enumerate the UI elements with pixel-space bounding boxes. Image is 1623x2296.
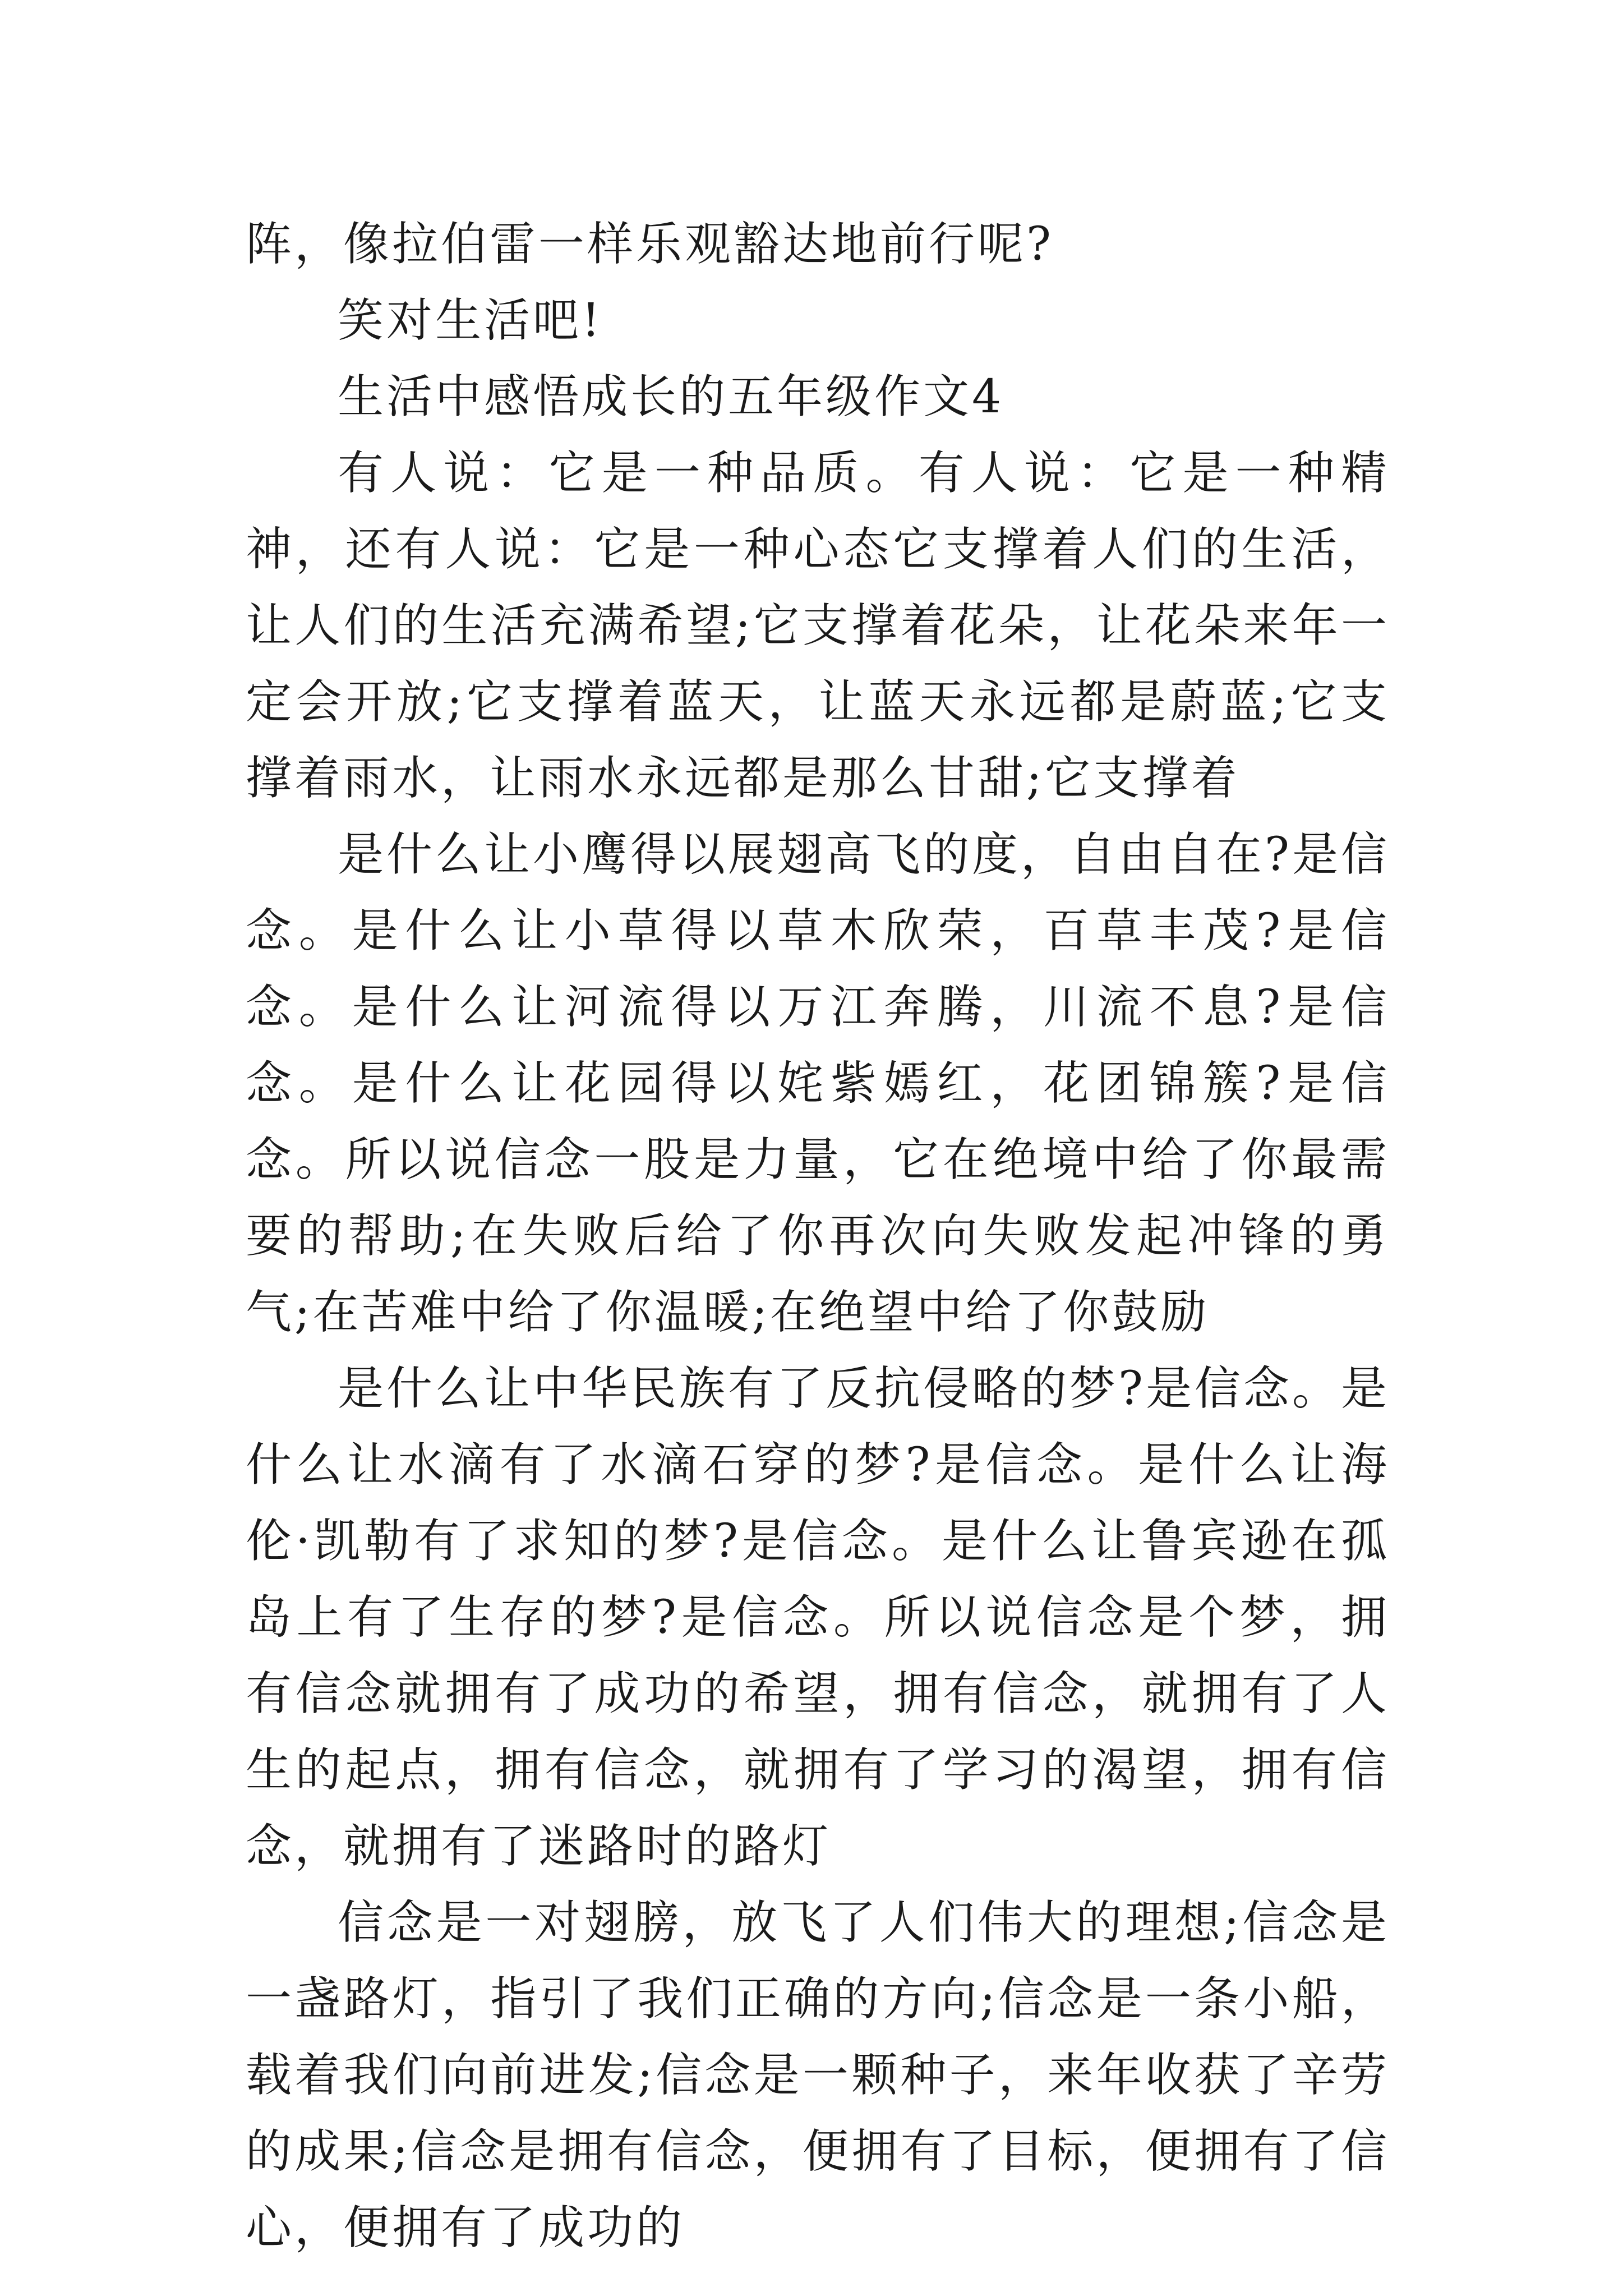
paragraph-exclamation: 笑对生活吧! bbox=[338, 294, 603, 347]
document-body bbox=[246, 206, 1390, 2266]
paragraph-eagle: 是什么让小鹰得以展翅高飞的度，自由自在?是信念。是什么让小草得以草木欣荣，百草丰茂?是信念。是什么让河流得以万江奔腾，川流不息?是信念。是什么让花园得以姹紫嫣红，花团锦簇?是信念。所以说信念一股是力量，它在绝境中给了你最需要的帮助;在失败后给了你再次向失败发起冲锋的勇气;在苦难中给了你温暖;在绝望中给了你鼓励 bbox=[246, 828, 1390, 1339]
paragraph-wings: 信念是一对翅膀，放飞了人们伟大的理想;信念是一盏路灯，指引了我们正确的方向;信念是一条小船，载着我们向前进发;信念是一颗种子，来年收获了辛劳的成果;信念是拥有信念，便拥有了目标，便拥有了信心，便拥有了成功的 bbox=[246, 1896, 1390, 2254]
essay-title: 生活中感悟成长的五年级作文4 bbox=[338, 370, 1004, 424]
paragraph-dream: 是什么让中华民族有了反抗侵略的梦?是信念。是什么让水滴有了水滴石穿的梦?是信念。是什么让海伦·凯勒有了求知的梦?是信念。是什么让鲁宾逊在孤岛上有了生存的梦?是信念。所以说信念是个梦，拥有信念就拥有了成功的希望，拥有信念，就拥有了人生的起点，拥有信念，就拥有了学习的渴望，拥有信念，就拥有了迷路时的路灯 bbox=[246, 1362, 1390, 1873]
paragraph-continuation: 阵，像拉伯雷一样乐观豁达地前行呢? bbox=[246, 218, 1054, 271]
paragraph-intro: 有人说：它是一种品质。有人说：它是一种精神，还有人说：它是一种心态它支撑着人们的生活，让人们的生活充满希望;它支撑着花朵，让花朵来年一定会开放;它支撑着蓝天，让蓝天永远都是蔚蓝;它支撑着雨水，让雨水永远都是那么甘甜;它支撑着 bbox=[246, 447, 1390, 805]
